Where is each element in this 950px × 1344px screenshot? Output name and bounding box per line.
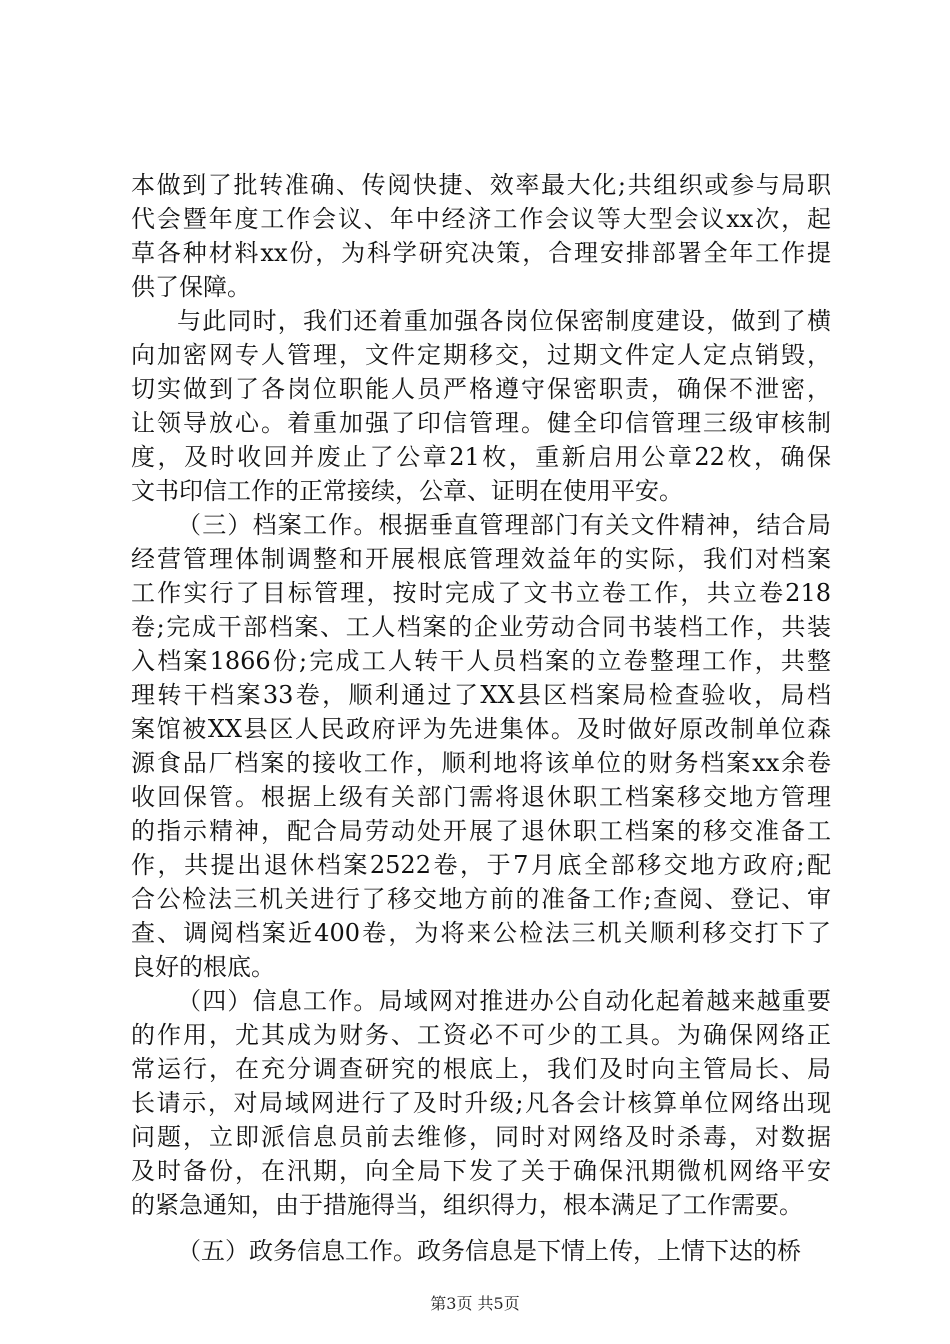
text-line: 与此同时，我们还着重加强各岗位保密制度建设，做到了横 bbox=[177, 307, 831, 335]
page-number-footer: 第3页 共5页 bbox=[430, 1294, 520, 1313]
text-line: 工作实行了目标管理，按时完成了文书立卷工作，共立卷218 bbox=[131, 579, 831, 607]
text-line: 长请示，对局域网进行了及时升级;凡各会计核算单位网络出现 bbox=[131, 1089, 831, 1117]
text-line: 经营管理体制调整和开展根底管理效益年的实际，我们对档案 bbox=[131, 545, 831, 573]
text-line: （五）政务信息工作。政务信息是下情上传，上情下达的桥 bbox=[177, 1237, 801, 1265]
text-line: 草各种材料xx份，为科学研究决策，合理安排部署全年工作提 bbox=[131, 239, 831, 267]
text-line: 的指示精神，配合局劳动处开展了退休职工档案的移交准备工 bbox=[131, 817, 831, 845]
text-line: 的作用，尤其成为财务、工资必不可少的工具。为确保网络正 bbox=[131, 1021, 831, 1049]
text-line: 本做到了批转准确、传阅快捷、效率最大化;共组织或参与局职 bbox=[131, 171, 831, 199]
text-line: 文书印信工作的正常接续，公章、证明在使用平安。 bbox=[131, 477, 683, 505]
paragraph-gap bbox=[131, 1222, 831, 1234]
text-line: 向加密网专人管理，文件定期移交，过期文件定人定点销毁， bbox=[131, 341, 831, 369]
text-line: （四）信息工作。局域网对推进办公自动化起着越来越重要 bbox=[177, 987, 831, 1015]
text-line: （三）档案工作。根据垂直管理部门有关文件精神，结合局 bbox=[177, 511, 831, 539]
text-line: 作，共提出退休档案2522卷，于7月底全部移交地方政府;配 bbox=[131, 851, 831, 879]
text-line: 度，及时收回并废止了公章21枚，重新启用公章22枚，确保 bbox=[131, 443, 831, 471]
text-line: 卷;完成干部档案、工人档案的企业劳动合同书装档工作，共装 bbox=[131, 613, 831, 641]
text-line: 及时备份，在汛期，向全局下发了关于确保汛期微机网络平安 bbox=[131, 1157, 831, 1185]
text-line: 查、调阅档案近400卷，为将来公检法三机关顺利移交打下了 bbox=[131, 919, 831, 947]
text-line: 常运行，在充分调查研究的根底上，我们及时向主管局长、局 bbox=[131, 1055, 831, 1083]
text-line: 源食品厂档案的接收工作，顺利地将该单位的财务档案xx余卷 bbox=[131, 749, 831, 777]
text-line: 入档案1866份;完成工人转干人员档案的立卷整理工作，共整 bbox=[131, 647, 831, 675]
text-line: 让领导放心。着重加强了印信管理。健全印信管理三级审核制 bbox=[131, 409, 831, 437]
text-line: 收回保管。根据上级有关部门需将退休职工档案移交地方管理 bbox=[131, 783, 831, 811]
text-line: 供了保障。 bbox=[131, 273, 251, 301]
text-line: 问题，立即派信息员前去维修，同时对网络及时杀毒，对数据 bbox=[131, 1123, 831, 1151]
document-body bbox=[131, 168, 831, 1268]
text-line: 案馆被XX县区人民政府评为先进集体。及时做好原改制单位森 bbox=[131, 715, 831, 743]
text-line: 切实做到了各岗位职能人员严格遵守保密职责，确保不泄密， bbox=[131, 375, 831, 403]
text-line: 理转干档案33卷，顺利通过了XX县区档案局检查验收，局档 bbox=[131, 681, 831, 709]
text-line: 的紧急通知，由于措施得当，组织得力，根本满足了工作需要。 bbox=[131, 1191, 803, 1219]
text-line: 合公检法三机关进行了移交地方前的准备工作;查阅、登记、审 bbox=[131, 885, 831, 913]
text-line: 代会暨年度工作会议、年中经济工作会议等大型会议xx次，起 bbox=[131, 205, 831, 233]
text-line: 良好的根底。 bbox=[131, 953, 275, 981]
